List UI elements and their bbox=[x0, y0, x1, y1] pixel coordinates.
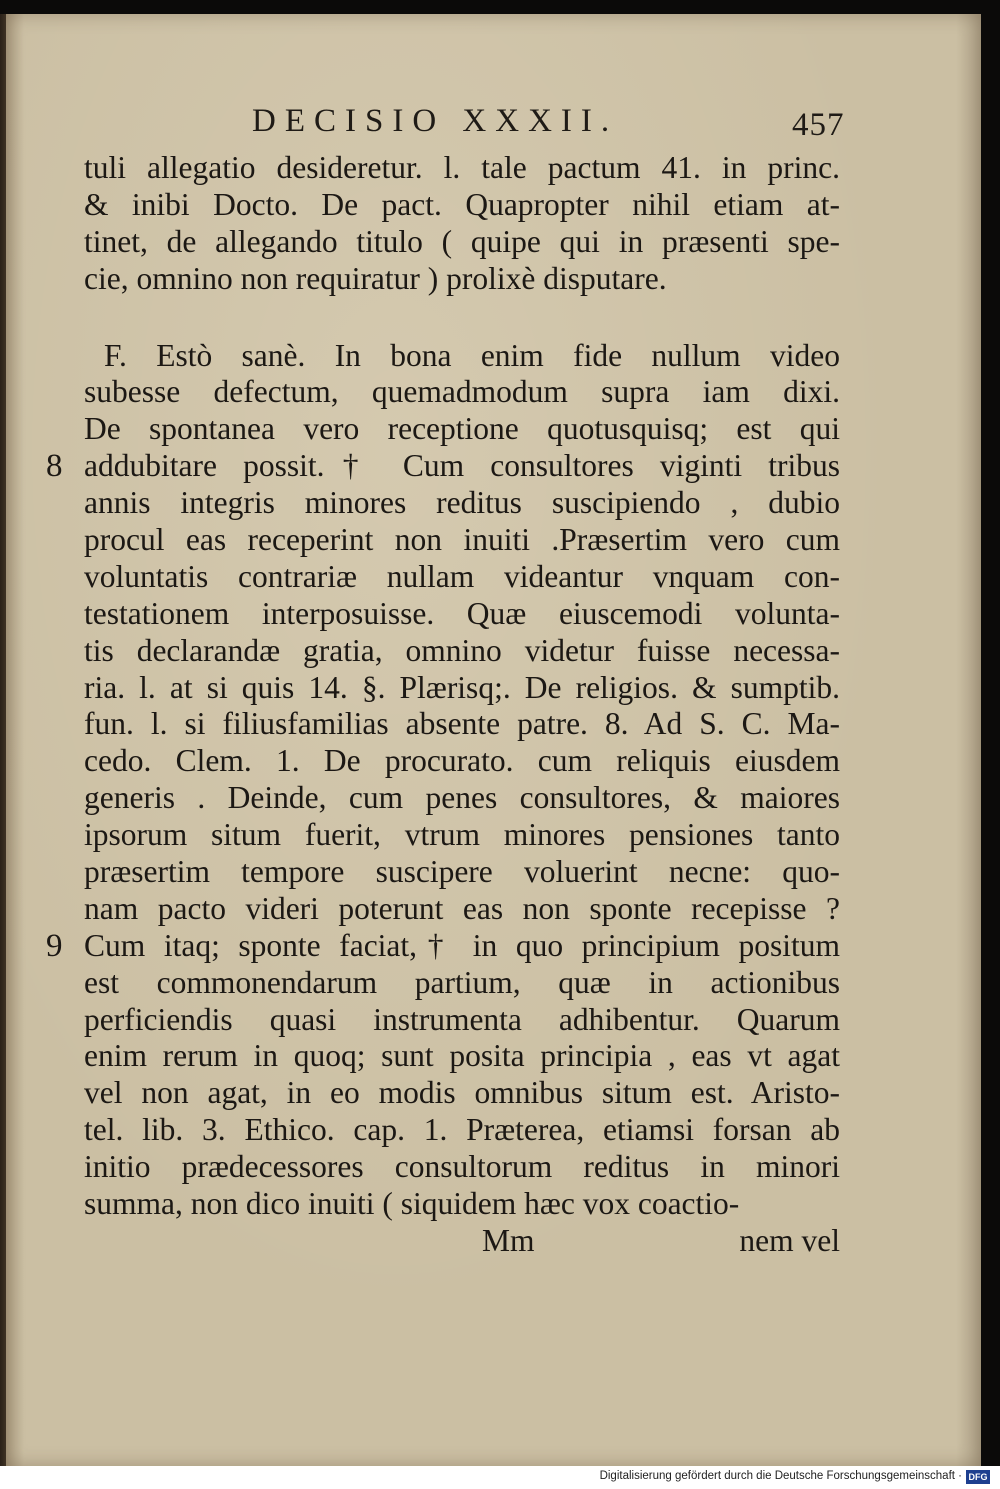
digitization-credit-bar bbox=[0, 1466, 1000, 1489]
running-title: DECISIO XXXII. bbox=[252, 103, 619, 139]
text-line: ria. l. at si quis 14. §. Plærisq;. De religios. & sumptib. bbox=[84, 669, 840, 705]
text-line: præsertim tempore suscipere voluerint necne: quo- bbox=[84, 854, 840, 890]
catchword: nem vel bbox=[739, 1222, 840, 1258]
text-line: annis integris minores reditus suscipiendo , dubio bbox=[84, 485, 840, 521]
text-line: cedo. Clem. 1. De procurato. cum reliquis eiusdem bbox=[84, 743, 840, 779]
paragraph-continuation bbox=[84, 150, 840, 298]
page-number: 457 bbox=[792, 107, 845, 143]
text-line: perficiendis quasi instrumenta adhibentur. Quarum bbox=[84, 1001, 840, 1037]
text-line: De spontanea vero receptione quotusquisq; est qui bbox=[84, 411, 840, 447]
text-line: est commonendarum partium, quæ in actionibus bbox=[84, 964, 840, 1000]
marginal-number: 8 bbox=[46, 448, 63, 485]
text-line: F. Estò sanè. In bona enim fide nullum video bbox=[104, 337, 840, 373]
text-block bbox=[46, 150, 840, 1260]
text-line: voluntatis contrariæ nullam videantur vnquam con- bbox=[84, 558, 840, 594]
text-line: fun. l. si filiusfamilias absente patre. 8. Ad S. C. Ma- bbox=[84, 706, 840, 742]
paragraph-body bbox=[46, 337, 840, 1223]
text-line: ipsorum situm fuerit, vtrum minores pensiones tanto bbox=[84, 817, 840, 853]
text-line: nam pacto videri poterunt eas non sponte recepisse ? bbox=[84, 890, 840, 926]
text-line: tel. lib. 3. Ethico. cap. 1. Præterea, etiamsi forsan ab bbox=[84, 1112, 840, 1148]
text-line: procul eas receperint non inuiti .Præsertim vero cum bbox=[84, 522, 840, 558]
text-line: addubitare possit.† Cum consultores viginti tribus 8 bbox=[46, 448, 840, 485]
credit-text: Digitalisierung gefördert durch die Deutsche Forschungsgemeinschaft · bbox=[599, 1470, 962, 1482]
dfg-logo-icon: DFG bbox=[966, 1470, 990, 1484]
text-line: Cum itaq; sponte faciat,† in quo principium positum 9 bbox=[46, 927, 840, 964]
running-head bbox=[0, 103, 1000, 143]
marginal-number: 9 bbox=[46, 927, 63, 964]
text-line: testationem interposuisse. Quæ eiuscemodi volunta- bbox=[84, 595, 840, 631]
text-line: enim rerum in quoq; sunt posita principia , eas vt agat bbox=[84, 1038, 840, 1074]
signature-mark: Mm bbox=[482, 1222, 535, 1258]
text-line: subesse defectum, quemadmodum supra iam dixi. bbox=[84, 374, 840, 410]
text-line: initio prædecessores consultorum reditus in minori bbox=[84, 1149, 840, 1185]
text-line: vel non agat, in eo modis omnibus situm est. Aristo- bbox=[84, 1075, 840, 1111]
text-line: cie, omnino non requiratur ) prolixè disputare. bbox=[84, 260, 667, 296]
text-line: tis declarandæ gratia, omnino videtur fuisse necessa- bbox=[84, 632, 840, 668]
text-line: & inibi Docto. De pact. Quapropter nihil etiam at- bbox=[84, 186, 840, 222]
text-line: summa, non dico inuiti ( siquidem hæc vox coactio- bbox=[84, 1186, 740, 1222]
paragraph-gap bbox=[84, 298, 840, 338]
page-footer bbox=[84, 1223, 840, 1260]
text-line: generis . Deinde, cum penes consultores, & maiores bbox=[84, 780, 840, 816]
text-line: tuli allegatio desideretur. l. tale pactum 41. in princ. bbox=[84, 150, 840, 185]
text-line: tinet, de allegando titulo ( quipe qui in præsenti spe- bbox=[84, 223, 840, 259]
